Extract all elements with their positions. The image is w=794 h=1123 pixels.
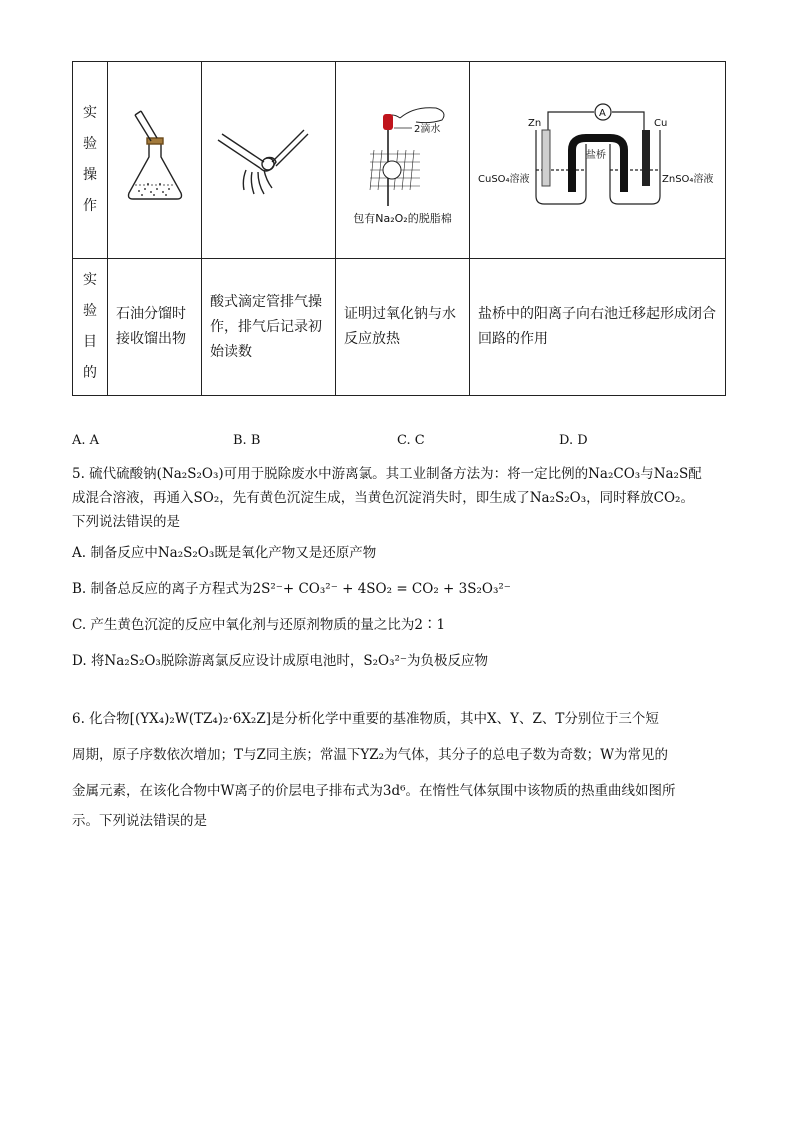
figure-burette-exhaust [202,62,336,259]
table-row-operation [73,62,726,259]
svg-text:盐桥: 盐桥 [585,150,606,161]
purpose-cell-2: 酸式滴定管排气操作，排气后记录初始读数 [202,259,336,396]
table-row-purpose [73,259,726,396]
svg-text:2滴水: 2滴水 [414,124,441,135]
cotton-dropper-icon [340,94,465,224]
choice-d[interactable]: D. D [559,433,588,448]
svg-text:Zn: Zn [527,118,541,129]
flask-icon [115,105,195,215]
question-6 [72,706,722,834]
figure-distillation-flask [108,62,202,259]
q5-stem-line-2: 成混合溶液，再通入SO₂，先有黄色沉淀生成，当黄色沉淀消失时，即生成了Na₂S₂O₃，同时释放CO₂。 [72,490,694,506]
q6-line-3: 金属元素，在该化合物中W离子的价层电子排布式为3d⁶。在惰性气体氛围中该物质的热重曲线如图所 [72,783,676,799]
q5-option-a[interactable]: A. 制备反应中Na₂S₂O₃既是氧化产物又是还原产物 [72,545,377,561]
q5-option-b[interactable]: B. 制备总反应的离子方程式为2S²⁻+ CO₃²⁻ + 4SO₂ = CO₂ + 3S₂O₃²⁻ [72,581,511,597]
choice-b[interactable]: B. B [233,433,261,448]
question-5 [72,462,722,673]
q5-stem-line-3: 下列说法错误的是 [72,514,180,530]
figure-galvanic-cell [470,62,726,259]
q5-option-c[interactable]: C. 产生黄色沉淀的反应中氧化剂与还原剂物质的量之比为2∶1 [72,617,446,633]
q5-option-d[interactable]: D. 将Na₂S₂O₃脱除游离氯反应设计成原电池时，S₂O₃²⁻为负极反应物 [72,653,489,669]
q6-line-1: 6. 化合物[(YX₄)₂W(TZ₄)₂·6X₂Z]是分析化学中重要的基准物质，其中X、Y、Z、T分别位于三个短 [72,711,659,727]
burette-hand-icon [214,110,324,210]
q6-line-4: 示。下列说法错误的是 [72,813,207,829]
purpose-cell-1: 石油分馏时接收馏出物 [108,259,202,396]
q6-formula: [(YX₄)₂W(TZ₄)₂·6X₂Z] [129,711,271,727]
svg-text:A: A [598,108,606,119]
q6-line-2: 周期，原子序数依次增加；T与Z同主族；常温下YZ₂为气体，其分子的总电子数为奇数；W为常见的 [72,747,668,763]
svg-text:CuSO₄溶液: CuSO₄溶液 [477,174,530,185]
choice-c[interactable]: C. C [397,433,425,448]
figure-na2o2-cotton: 2滴水 包有Na₂O₂的脱脂棉 [336,62,470,259]
svg-text:ZnSO₄溶液: ZnSO₄溶液 [661,174,713,185]
q5-stem-line-1: 5. 硫代硫酸钠(Na₂S₂O₃)可用于脱除废水中游离氯。其工业制备方法为：将一定比例的Na₂CO₃与Na₂S配 [72,466,702,482]
experiment-table [72,61,726,396]
purpose-cell-4: 盐桥中的阳离子向右池迁移起形成闭合回路的作用 [470,259,726,396]
row-header-purpose: 实 验 目 的 [73,259,108,396]
choice-a[interactable]: A. A [72,433,100,448]
galvanic-cell-icon [478,100,718,220]
svg-text:Cu: Cu [653,118,667,129]
row-header-operation: 实 验 操 作 [73,62,108,259]
purpose-cell-3: 证明过氧化钠与水反应放热 [336,259,470,396]
